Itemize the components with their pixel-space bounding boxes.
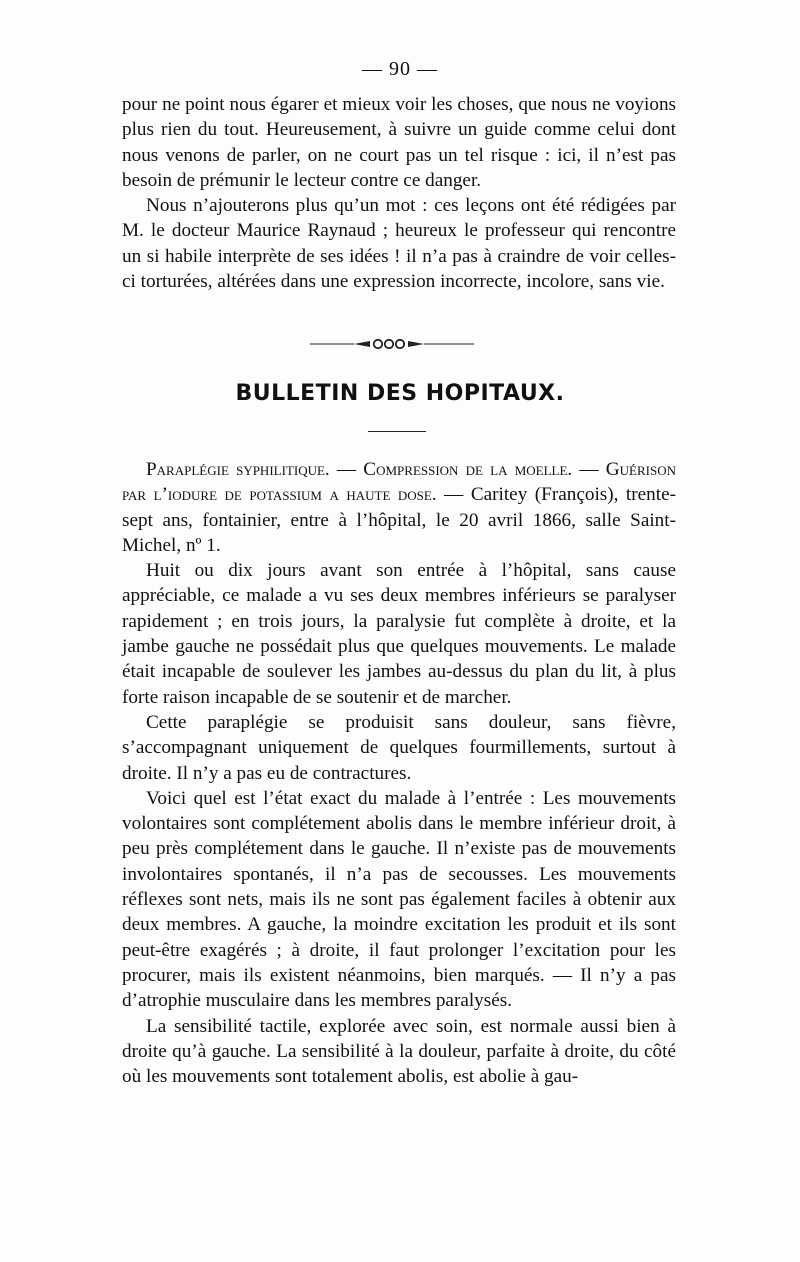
title-underline: [368, 431, 426, 432]
case-intro: — Caritey (François), trente-sept ans, fontainier, entre à l’hôpital, le 20 avril 1866, salle Saint-Michel, nº 1.: [122, 484, 676, 556]
section-title: BULLETIN DES HOPITAUX.: [235, 381, 565, 406]
paragraph-paraplegia: Cette paraplégie se produisit sans douleur, sans fièvre, s’accompagnant uniquement de quelques fourmillements, surtout à droite. Il n’y a pas eu de contractures.: [122, 711, 676, 784]
ornament-divider-icon: [310, 337, 474, 351]
page-number: — 90 —: [362, 58, 438, 80]
case-heading: Paraplégie syphilitique. — Compression de la moelle. — Guérison par l’iodure de potassium a haute dose.: [122, 459, 676, 506]
paragraph-continuation: pour ne point nous égarer et mieux voir les choses, que nous ne voyions plus rien du tout. Heureusement, à suivre un guide comme celui dont nous venons de parler, on ne court pas un tel risque : ici, il n’est pas besoin de prémunir le lecteur contre ce danger.: [122, 94, 676, 191]
case-report-block: [122, 457, 676, 1089]
case-heading-paragraph: [122, 457, 676, 558]
paragraph-raynaud: Nous n’ajouterons plus qu’un mot : ces leçons ont été rédigées par M. le docteur Maurice Raynaud ; heureux le professeur qui rencontre un si habile interprète de ses idées ! il n’a pas à craindre de voir celles-ci torturées, altérées dans une expression incorrecte, incolore, sans vie.: [122, 195, 676, 293]
paragraph-examination: Voici quel est l’état exact du malade à l’entrée : Les mouvements volontaires sont complétement abolis dans le membre inférieur droit, à peu près complétement dans le gauche. Il n’existe pas de mouvements involontaires spontanés, il n’a pas de secousses. Les mouvements réflexes sont nets, mais ils ne sont pas également faciles à obtenir aux deux membres. A gauche, la moindre excitation les produit et ils sont peut-être exagérés ; à droite, il faut prolonger l’excitation pour les procurer, mais ils existent néanmoins, bien marqués. — Il n’y a pas d’atrophie musculaire dans les membres paralysés.: [122, 787, 676, 1012]
paragraph-onset: Huit ou dix jours avant son entrée à l’hôpital, sans cause appréciable, ce malade a vu ses deux membres inférieurs se paralyser rapidement ; en trois jours, la paralysie fut complète à droite, et la jambe gauche ne possédait plus que quelques mouvements. Le malade était incapable de soulever les jambes au-dessus du plan du lit, à plus forte raison incapable de se soutenir et de marcher.: [122, 560, 676, 708]
top-text-block: [122, 92, 676, 294]
paragraph-sensibility: La sensibilité tactile, explorée avec soin, est normale aussi bien à droite qu’à gauche. La sensibilité à la douleur, parfaite à droite, du côté où les mouvements sont totalement abolis, est abolie à gau-: [122, 1015, 676, 1088]
